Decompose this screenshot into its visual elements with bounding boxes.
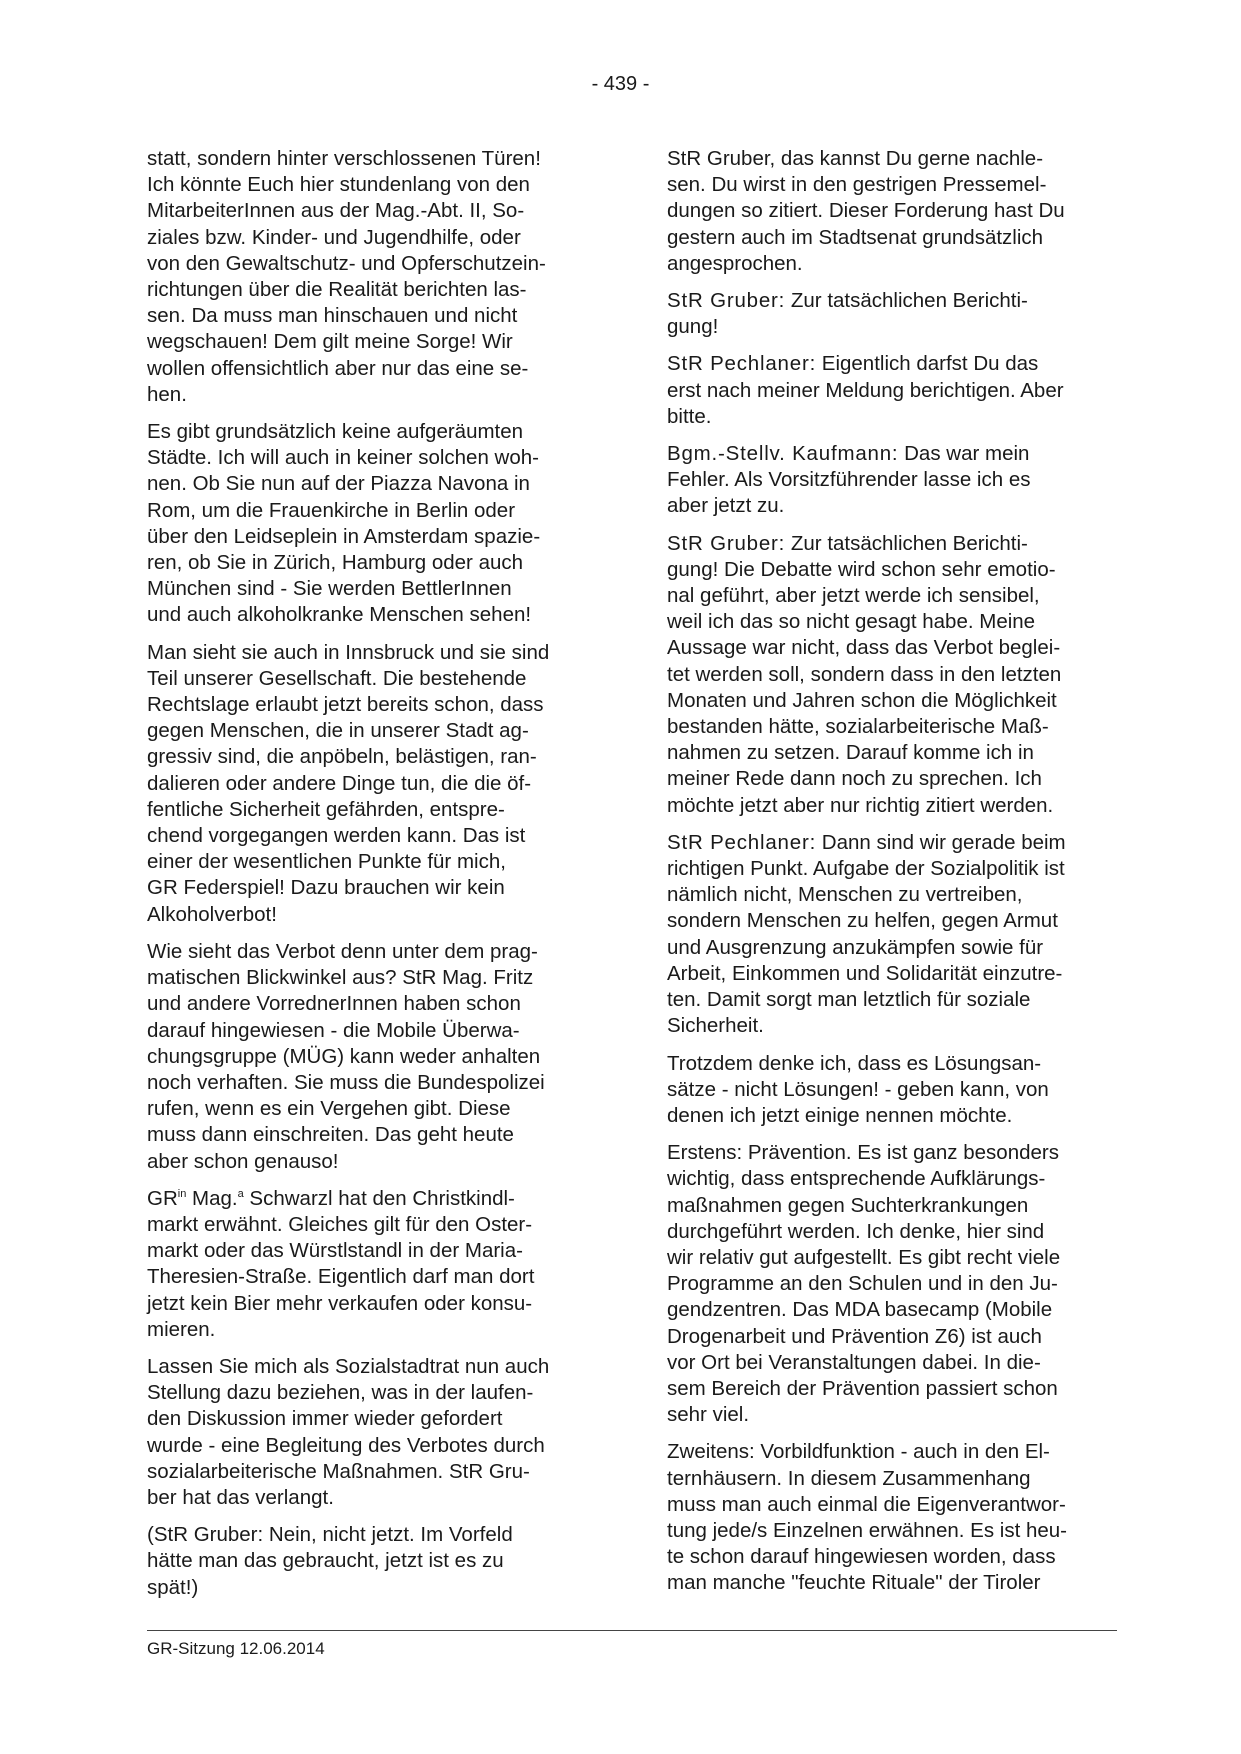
footer-text: GR-Sitzung 12.06.2014 [147, 1639, 325, 1658]
footer-divider [147, 1630, 1117, 1631]
superscript: a [237, 1187, 244, 1200]
speaker-name: StR Pechlaner: [667, 830, 817, 854]
left-column [147, 146, 602, 1612]
paragraph [667, 351, 1122, 430]
paragraph-text: Das war mein Fehler. Als Vorsitzführender lasse ich es aber jetzt zu. [667, 442, 1031, 518]
right-column [667, 146, 1122, 1608]
paragraph: statt, sondern hinter verschlossenen Türen! Ich könnte Euch hier stundenlang von den MitarbeiterInnen aus der Mag.-Abt. II, So- ziales bzw. Kinder- und Jugendhilfe, oder von den Gewaltschutz- und Opferschutzein- richtungen über die Realität berichten las- sen. Da muss man hinschauen und nicht wegschauen! Dem gilt meine Sorge! Wir wollen offensichtlich aber nur das eine se- hen. [147, 147, 546, 406]
paragraph [667, 288, 1122, 340]
speaker-name: StR Gruber: [667, 531, 786, 555]
speaker-name: StR Gruber: [667, 289, 786, 313]
title-gr: GR [147, 1186, 178, 1210]
paragraph: Wie sieht das Verbot denn unter dem prag- matischen Blickwinkel aus? StR Mag. Fritz und andere VorrednerInnen haben schon darauf hingewiesen - die Mobile Überwa- chungsgruppe (MÜG) kann weder anhalten noch verhaften. Sie muss die Bundespolizei rufen, wenn es ein Vergehen gibt. Diese muss dann einschreiten. Das geht heute aber schon genauso! [147, 939, 545, 1173]
paragraph-text: Eigentlich darfst Du das erst nach meiner Meldung berichtigen. Aber bitte. [667, 352, 1064, 428]
paragraph-text: Dann sind wir gerade beim richtigen Punkt. Aufgabe der Sozialpolitik ist nämlich nicht, Menschen zu vertreiben, sondern Menschen zu helfen, gegen Armut und Ausgrenzung anzukämpfen sowie für Arbeit, Einkommen und Solidarität einzutre- ten. Damit sorgt man letztlich für soziale Sicherheit. [667, 830, 1066, 1038]
paragraph-text: Schwarzl hat den Christkindl- markt erwähnt. Gleiches gilt für den Oster- markt oder das Würstlstandl in der Maria- Theresien-Straße. Eigentlich darf man dort jetzt kein Bier mehr verkaufen oder konsu- mieren. [147, 1186, 535, 1341]
paragraph [667, 531, 1122, 819]
paragraph-text: Zur tatsächlichen Berichti- gung! Die Debatte wird schon sehr emotio- nal geführt, aber jetzt werde ich sensibel, weil ich das so nicht gesagt habe. Meine Aussage war nicht, dass das Verbot beglei- tet werden soll, sondern dass in den letzten Monaten und Jahren schon die Möglichkeit bestanden hätte, sozialarbeiterische Maß- nahmen zu setzen. Darauf komme ich in meiner Rede dann noch zu sprechen. Ich möchte jetzt aber nur richtig zitiert werden. [667, 531, 1062, 817]
speaker-name: Bgm.-Stellv. Kaufmann: [667, 442, 899, 466]
interjection: (StR Gruber: Nein, nicht jetzt. Im Vorfeld hätte man das gebraucht, jetzt ist es zu spät!) [147, 1523, 513, 1599]
paragraph: Zweitens: Vorbildfunktion - auch in den El- ternhäusern. In diesem Zusammenhang muss man auch einmal die Eigenverantwor- tung jede/s Einzelnen erwähnen. Es ist heu- te schon darauf hingewiesen worden, dass man manche "feuchte Rituale" der Tiroler [667, 1440, 1068, 1595]
paragraph: Es gibt grundsätzlich keine aufgeräumten Städte. Ich will auch in keiner solchen woh- nen. Ob Sie nun auf der Piazza Navona in Rom, um die Frauenkirche in Berlin oder über den Leidseplein in Amsterdam spazie- ren, ob Sie in Zürich, Hamburg oder auch München sind - Sie werden BettlerInnen und auch alkoholkranke Menschen sehen! [147, 420, 541, 627]
paragraph: Erstens: Prävention. Es ist ganz besonders wichtig, dass entsprechende Aufklärungs- maßnahmen gegen Suchterkrankungen durchgeführt werden. Ich denke, hier sind wir relativ gut aufgestellt. Es gibt recht viele Programme an den Schulen und in den Ju- gendzentren. Das MDA basecamp (Mobile Drogenarbeit und Prävention Z6) ist auch vor Ort bei Veranstaltungen dabei. In die- sem Bereich der Prävention passiert schon sehr viel. [667, 1141, 1061, 1427]
paragraph: StR Gruber, das kannst Du gerne nachle- sen. Du wirst in den gestrigen Pressemel- dungen so zitiert. Dieser Forderung hast Du gestern auch im Stadtsenat grundsätzlich angesprochen. [667, 147, 1065, 275]
title-mag: Mag. [186, 1186, 238, 1210]
paragraph: Trotzdem denke ich, dass es Lösungsan- sätze - nicht Lösungen! - geben kann, von denen ich jetzt einige nennen möchte. [667, 1051, 1049, 1127]
paragraph-text: Zur tatsächlichen Berichti- gung! [667, 289, 1028, 339]
speaker-name: StR Pechlaner: [667, 352, 817, 376]
page-number: - 439 - [591, 73, 650, 95]
paragraph [667, 830, 1122, 1040]
paragraph: Lassen Sie mich als Sozialstadtrat nun auch Stellung dazu beziehen, was in der laufen- den Diskussion immer wieder gefordert wurde - eine Begleitung des Verbotes durch sozialarbeiterische Maßnahmen. StR Gru- ber hat das verlangt. [147, 1354, 550, 1509]
superscript: in [177, 1187, 187, 1200]
paragraph [667, 441, 1122, 520]
paragraph [147, 1186, 602, 1343]
paragraph: Man sieht sie auch in Innsbruck und sie sind Teil unserer Gesellschaft. Die bestehende Rechtslage erlaubt jetzt bereits schon, dass gegen Menschen, die in unserer Stadt ag- gressiv sind, die anpöbeln, belästigen, ran- dalieren oder andere Dinge tun, die die öf- fentliche Sicherheit gefährden, entspre- chend vorgegangen werden kann. Das ist einer der wesentlichen Punkte für mich, GR Federspiel! Dazu brauchen wir kein Alkoholverbot! [147, 640, 550, 926]
